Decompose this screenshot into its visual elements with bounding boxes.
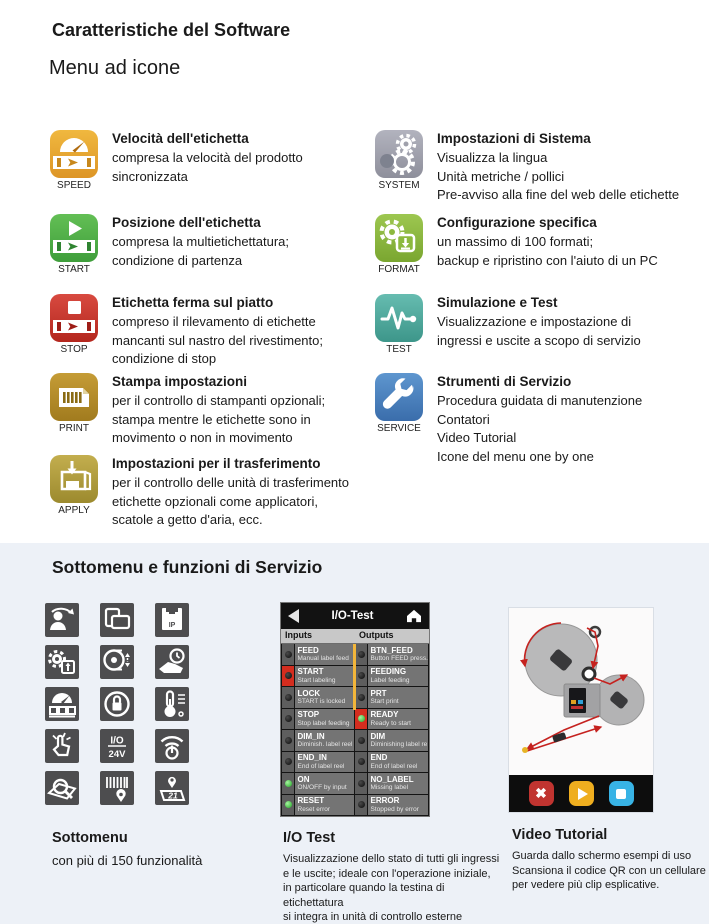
entry-line: per il controllo di stampanti opzionali; — [112, 393, 326, 408]
menu-entry-format — [373, 214, 658, 275]
io-output-row — [355, 795, 429, 817]
led-indicator — [358, 672, 365, 679]
io-signal-desc: Reset error — [297, 805, 331, 813]
led-cell — [355, 644, 368, 665]
io-input-row — [281, 687, 355, 709]
io-input-row — [281, 773, 355, 795]
gear-upload-icon — [45, 645, 79, 679]
io-input-row — [281, 752, 355, 774]
entry-title: Strumenti di Servizio — [437, 374, 572, 389]
led-cell — [282, 752, 295, 773]
entry-line: Visualizza la lingua — [437, 150, 548, 165]
led-indicator — [358, 715, 365, 722]
io-output-row — [355, 752, 429, 774]
led-indicator — [358, 651, 365, 658]
io-signal-desc: Diminishing label re — [370, 741, 428, 748]
entry-line: condizione di stop — [112, 351, 217, 366]
led-cell — [355, 773, 368, 794]
entry-line: backup e ripristino con l'aiuto di un PC — [437, 252, 658, 268]
entry-line: Unità metriche / pollici — [437, 168, 565, 184]
pin-count-icon — [155, 771, 189, 805]
led-cell — [282, 730, 295, 751]
entry-line: un massimo di 100 formati; — [437, 234, 594, 249]
io-input-row — [281, 666, 355, 688]
submenu-icon-grid — [45, 603, 189, 805]
led-indicator — [358, 758, 365, 765]
apply-icon-wrap — [48, 455, 100, 530]
led-cell — [282, 666, 295, 687]
io-signal-name: NO_LABEL — [370, 774, 414, 784]
led-cell — [282, 687, 295, 708]
entry-title: Velocità dell'etichetta — [112, 131, 249, 146]
io-test-caption-title: I/O Test — [283, 830, 336, 846]
entry-title: Etichetta ferma sul piatto — [112, 295, 274, 310]
io-signal-desc: Missing label — [370, 784, 409, 791]
entry-line: condizione di partenza — [112, 252, 243, 268]
entry-title: Posizione dell'etichetta — [112, 215, 261, 230]
io-output-row — [355, 666, 429, 688]
io-signal-desc: Start labeling — [297, 676, 336, 684]
io-signal-name: READY — [370, 710, 399, 719]
speed-label: SPEED — [57, 180, 91, 191]
io-input-row — [281, 730, 355, 752]
play-button-icon — [569, 781, 594, 806]
io-signal-name: LOCK — [297, 688, 321, 698]
io-input-row — [281, 644, 355, 666]
print-icon — [50, 373, 98, 421]
io-test-title: I/O-Test — [331, 610, 374, 622]
io-signal-desc: START is locked — [297, 698, 346, 705]
entry-line: etichette opzionali come applicatori, — [112, 493, 318, 509]
menu-entry-speed — [48, 130, 303, 191]
menu-entry-stop — [48, 294, 323, 369]
test-icon — [375, 294, 423, 342]
led-indicator — [358, 801, 365, 808]
magnifier-label-icon — [45, 771, 79, 805]
entry-line: compresa la multietichettatura; — [112, 234, 290, 249]
menu-entry-start — [48, 214, 289, 275]
gauge-labels-icon — [45, 687, 79, 721]
io-signal-name: FEEDING — [370, 667, 407, 676]
led-indicator — [285, 758, 292, 765]
led-cell — [282, 773, 295, 794]
format-icon — [375, 214, 423, 262]
close-button-icon: ✖ — [529, 781, 554, 806]
thermometer-icon — [155, 687, 189, 721]
displays-icon — [100, 603, 134, 637]
back-icon — [288, 609, 299, 623]
led-indicator — [285, 672, 292, 679]
test-label: TEST — [386, 344, 412, 355]
led-indicator — [358, 737, 365, 744]
led-indicator — [358, 780, 365, 787]
entry-line: Procedura guidata di manutenzione — [437, 393, 643, 408]
io-signal-name: RESET — [297, 796, 325, 805]
led-indicator — [285, 715, 292, 722]
video-caption-line: Scansiona il codice QR con un cellulare — [512, 864, 706, 877]
led-cell — [282, 709, 295, 730]
menu-entry-print — [48, 373, 325, 448]
led-indicator — [285, 801, 292, 808]
menu-entry-system — [373, 130, 679, 205]
led-indicator — [285, 694, 292, 701]
menu-entry-apply — [48, 455, 349, 530]
outputs-header: Outputs — [359, 630, 394, 640]
io-signal-name: ERROR — [370, 796, 400, 805]
io-output-row — [355, 773, 429, 795]
barcode-pin-icon — [100, 771, 134, 805]
labeler-diagram — [509, 608, 653, 775]
page-subtitle: Menu ad icone — [49, 57, 181, 79]
io-signal-name: START — [297, 667, 324, 676]
io-output-row — [355, 644, 429, 666]
svg-text:21: 21 — [168, 790, 178, 801]
led-cell — [355, 730, 368, 751]
io-signal-desc: Start print — [370, 698, 399, 705]
led-indicator — [358, 694, 365, 701]
start-icon-wrap — [48, 214, 100, 275]
speed-icon-wrap — [48, 130, 100, 191]
led-cell — [355, 687, 368, 708]
io-test-caption — [283, 830, 503, 924]
entry-line: Pre-avviso alla fine del web delle etichette — [437, 187, 680, 202]
touch-icon — [45, 729, 79, 763]
entry-line: compreso il rilevamento di etichette — [112, 314, 316, 329]
speed-icon — [50, 130, 98, 178]
service-icon-wrap — [373, 373, 425, 466]
entry-line: scatole a getto d'aria, ecc. — [112, 512, 263, 527]
led-cell — [355, 709, 368, 730]
io-signal-desc: Button FEED press. — [370, 655, 428, 662]
apply-icon — [50, 455, 98, 503]
entry-title: Configurazione specifica — [437, 215, 597, 230]
start-icon — [50, 214, 98, 262]
io-scrollbar — [353, 644, 356, 710]
format-icon-wrap — [373, 214, 425, 275]
inputs-header: Inputs — [285, 630, 312, 640]
io-output-row — [355, 687, 429, 709]
video-caption-line: per vedere più clip esplicative. — [512, 879, 660, 891]
io-test-caption-line: Visualizzazione dello stato di tutti gli ingressi — [283, 853, 500, 865]
io-signal-name: STOP — [297, 710, 320, 719]
outputs-column — [355, 644, 429, 816]
format-label: FORMAT — [378, 264, 420, 275]
stop-icon-wrap — [48, 294, 100, 369]
led-cell — [355, 752, 368, 773]
sottomenu-caption-text: con più di 150 funzionalità — [52, 853, 203, 868]
entry-title: Stampa impostazioni — [112, 374, 248, 389]
io-signal-desc: Manual label feed — [297, 655, 349, 662]
video-caption-title: Video Tutorial — [512, 827, 608, 843]
test-icon-wrap — [373, 294, 425, 355]
io-column-headers — [281, 629, 429, 644]
io-test-caption-line: si integra in unità di controllo esterne — [283, 911, 463, 923]
io-signal-desc: Label feeding — [370, 676, 410, 684]
io-signal-name: END_IN — [297, 753, 327, 762]
led-indicator — [285, 651, 292, 658]
io-signal-desc: Stopped by error — [370, 805, 419, 813]
label-reel-icon — [100, 645, 134, 679]
video-controls-bar — [509, 775, 653, 812]
hand-clock-icon — [155, 645, 189, 679]
ethernet-port-icon — [155, 603, 189, 637]
entry-line: mancanti sul nastro del rivestimento; — [112, 332, 323, 348]
entry-line: movimento o non in movimento — [112, 430, 293, 445]
led-cell — [282, 644, 295, 665]
home-icon — [406, 609, 422, 623]
page-title: Caratteristiche del Software — [52, 20, 291, 40]
io-signal-name: PRT — [370, 688, 387, 698]
video-tutorial-preview — [508, 607, 654, 813]
io-rows — [281, 644, 429, 816]
system-icon — [375, 130, 423, 178]
io-signal-name: DIM — [370, 731, 386, 741]
stop-button-icon — [609, 781, 634, 806]
svg-text:24V: 24V — [108, 749, 126, 760]
io-output-row — [355, 730, 429, 752]
service-icon — [375, 373, 423, 421]
led-cell — [355, 666, 368, 687]
io-test-caption-line: in particolare quando la testina di etichettatura — [283, 882, 445, 909]
menu-entry-service — [373, 373, 642, 466]
stop-label: STOP — [60, 344, 88, 355]
wifi-power-icon — [155, 729, 189, 763]
apply-label: APPLY — [58, 505, 90, 516]
lock-icon — [100, 687, 134, 721]
print-icon-wrap — [48, 373, 100, 448]
io-signal-desc: ON/OFF by input — [297, 784, 347, 791]
io-signal-desc: Ready to start — [370, 719, 411, 727]
entry-line: ingressi e uscite a scopo di servizio — [437, 332, 641, 348]
entry-title: Impostazioni di Sistema — [437, 131, 591, 146]
inputs-column — [281, 644, 355, 816]
io-signal-name: FEED — [297, 645, 319, 655]
start-label: START — [58, 264, 90, 275]
io-signal-desc: Diminish. label reel — [297, 741, 353, 748]
io-test-screenshot — [281, 603, 429, 816]
sottomenu-caption — [52, 830, 202, 870]
io-input-row — [281, 709, 355, 731]
section-heading: Sottomenu e funzioni di Servizio — [52, 557, 323, 577]
io-signal-name: ON — [297, 774, 310, 784]
entry-line: per il controllo delle unità di trasferimento — [112, 475, 350, 490]
video-tutorial-caption — [512, 827, 707, 893]
io-signal-desc: End of label reel — [297, 762, 345, 770]
system-label: SYSTEM — [378, 180, 420, 191]
user-profile-icon — [45, 603, 79, 637]
led-indicator — [285, 737, 292, 744]
print-label: PRINT — [59, 423, 89, 434]
entry-line: Video Tutorial — [437, 430, 517, 445]
io-signal-desc: Stop label feeding — [297, 719, 350, 727]
io-test-caption-line: e le uscite; ideale con l'operazione iniziale, — [283, 867, 491, 880]
entry-title: Impostazioni per il trasferimento — [112, 456, 321, 471]
entry-line: compresa la velocità del prodotto — [112, 150, 303, 165]
entry-line: stampa mentre le etichette sono in — [112, 411, 311, 427]
io-24v-icon — [100, 729, 134, 763]
io-signal-name: DIM_IN — [297, 731, 325, 741]
svg-text:I/O: I/O — [110, 735, 124, 747]
io-signal-name: END — [370, 753, 388, 762]
sottomenu-caption-title: Sottomenu — [52, 830, 128, 846]
io-output-row — [355, 709, 429, 731]
svg-text:IP: IP — [168, 622, 176, 629]
entry-line: sincronizzata — [112, 168, 188, 184]
led-indicator — [285, 780, 292, 787]
entry-line: Visualizzazione e impostazione di — [437, 314, 632, 329]
service-label: SERVICE — [377, 423, 421, 434]
entry-title: Simulazione e Test — [437, 295, 558, 310]
io-signal-desc: End of label reel — [370, 762, 418, 770]
io-test-header — [281, 603, 429, 629]
system-icon-wrap — [373, 130, 425, 205]
entry-line: Contatori — [437, 411, 490, 427]
menu-entry-test — [373, 294, 641, 355]
entry-line: Icone del menu one by one — [437, 448, 594, 464]
io-signal-name: BTN_FEED — [370, 645, 413, 655]
video-caption-line: Guarda dallo schermo esempi di uso — [512, 850, 692, 862]
led-cell — [282, 795, 295, 816]
stop-icon — [50, 294, 98, 342]
io-input-row — [281, 795, 355, 817]
led-cell — [355, 795, 368, 816]
